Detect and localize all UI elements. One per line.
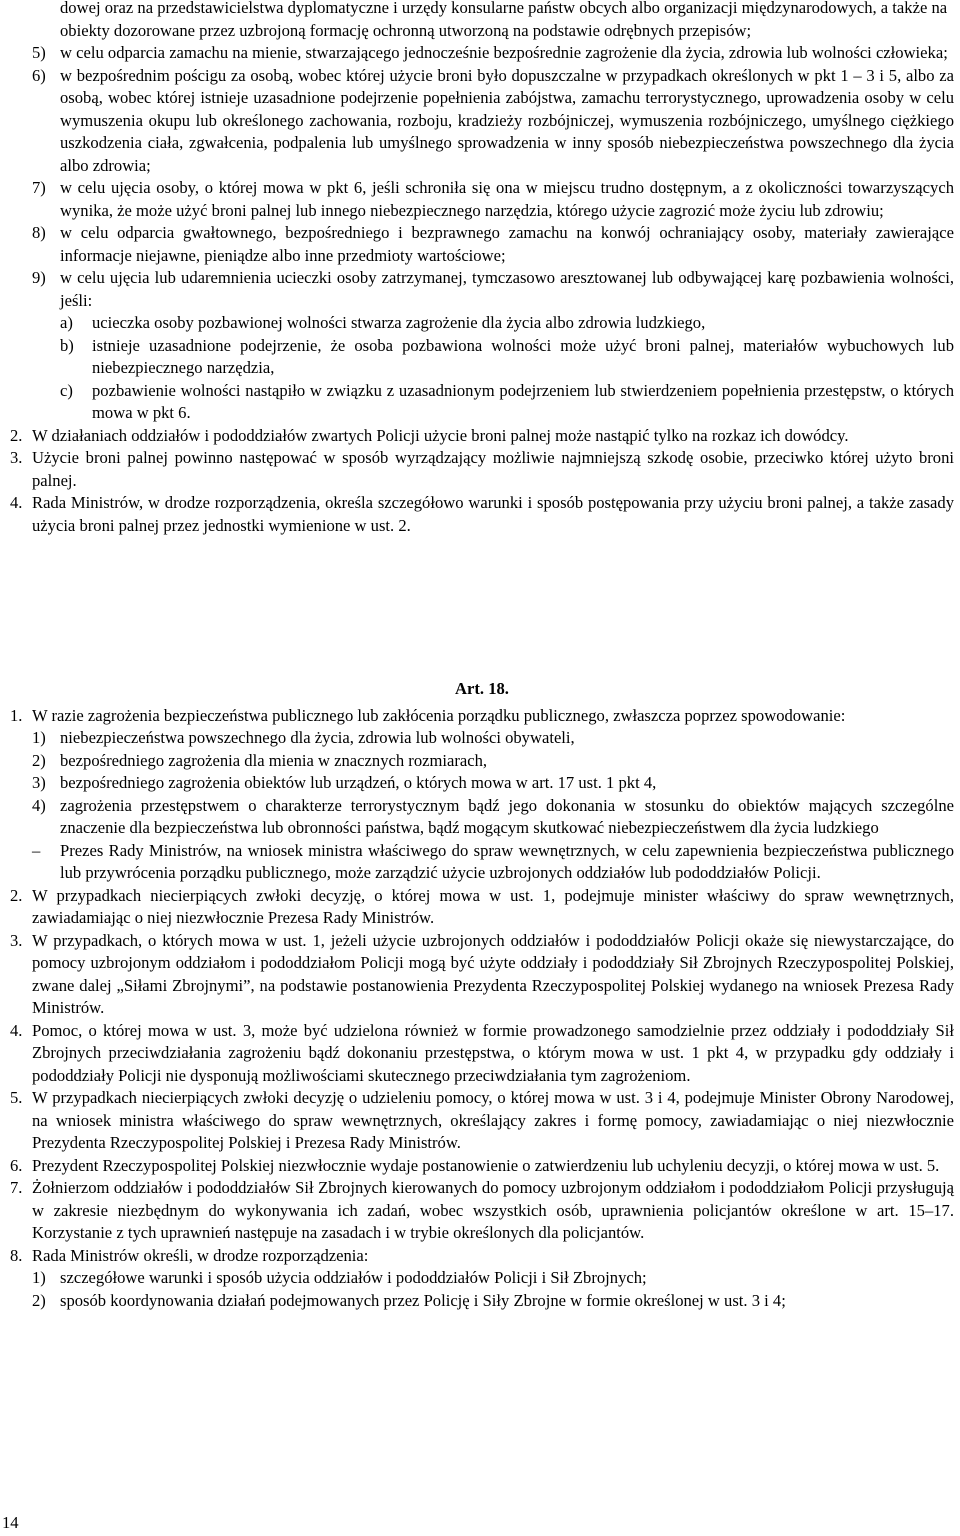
dash-paragraph [10,840,954,885]
list-item-5 [10,42,954,65]
item-text: w celu odparcia zamachu na mienie, stwarzającego jednocześnie bezpośrednie zagrożenie dla życia, zdrowia lub wolności człowieka; [60,43,948,62]
article-title: Art. 18. [455,679,509,698]
section-4 [10,492,954,537]
item-text: Prezes Rady Ministrów, na wniosek ministra właściwego do spraw wewnętrznych, w celu zapewnienia bezpieczeństwa publicznego lub przywrócenia porządku publicznego, może zarządzić użycie uzbrojonych oddziałów lub pododdziałów Policji. [60,840,954,882]
section-number: 2. [10,885,23,905]
list-item-1 [10,727,954,750]
item-text: istnieje uzasadnione podejrzenie, że osoba pozbawiona wolności może użyć broni palnej, materiałów wybuchowych lub niebezpiecznego narzędzia, [92,335,954,377]
item-number: 1) [32,1268,46,1287]
section-number: 3. [10,448,23,467]
sub-item-a [10,312,954,335]
list-item-9 [10,267,954,312]
sub-item-b [10,335,954,380]
section-text: Użycie broni palnej powinno następować w sposób wyrządzający możliwie najmniejszą szkodę osobie, przeciwko której użyto broni palnej. [32,448,954,490]
paragraph: dowej oraz na przedstawicielstwa dyplomatyczne i urzędy konsularne państw obcych albo organizacji międzynarodowych, a także na obiekty dozorowane przez uzbrojoną formację ochronną utworzoną na podstawie odrębnych przepisów; [60,0,948,40]
item-letter: b) [60,335,74,355]
item-number: 8) [32,223,46,242]
item-text: niebezpieczeństwa powszechnego dla życia, zdrowia lub wolności obywateli, [60,728,575,747]
item-text: pozbawienie wolności nastąpiło w związku z uzasadnionym podejrzeniem lub stwierdzeniem popełnienia przestępstw, o których mowa w pkt 6. [92,380,954,422]
list-item-4 [10,795,954,840]
section-text: W działaniach oddziałów i pododdziałów zwartych Policji użycie broni palnej może nastąpić tylko na rozkaz ich dowódcy. [32,425,849,445]
item-number: 7) [32,178,46,197]
item-letter: c) [60,380,73,400]
item-text: w celu odparcia gwałtownego, bezpośredniego i bezprawnego zamachu na konwój ochraniający osoby, materiały zawierające informacje niejawne, pieniądze albo inne przedmioty wartościowe; [60,223,954,265]
item-number: 4) [32,795,46,815]
section-text: Prezydent Rzeczypospolitej Polskiej niezwłocznie wydaje postanowienie o zatwierdzeniu lub uchyleniu decyzji, o której mowa w ust. 5. [32,1155,940,1175]
page-number: 14 [2,1513,19,1532]
item-text: w bezpośrednim pościgu za osobą, wobec której użycie broni było dopuszczalne w przypadkach określonych w pkt 1 – 3 i 5, albo za osobą, wobec której istnieje uzasadnione podejrzenie popełnienia zabójstwa, zamachu terrorystycznego, uprowadzenia osoby w celu wymuszenia okupu lub określonego zachowania, rozboju, kradzieży rozbójniczej, wymuszenia rozbójniczego, umyślnego ciężkiego uszkodzenia ciała, zgwałcenia, podpalenia lub umyślnego sprowadzenia w inny sposób niebezpieczeństwa powszechnego dla życia albo zdrowia; [60,65,954,175]
section-1 [10,705,954,728]
dash-marker: – [32,840,41,860]
list-item-8 [10,222,954,267]
item-text: zagrożenia przestępstwem o charakterze terrorystycznym bądź jego dokonania w stosunku do obiektów mających szczególne znaczenie dla bezpieczeństwa lub obronności państwa, bądź mogącym skutkować niebezpieczeństwem dla życia ludzkiego [60,795,954,837]
item-text: bezpośredniego zagrożenia obiektów lub urządzeń, o których mowa w art. 17 ust. 1 pkt 4, [60,773,657,792]
section-4 [10,1020,954,1088]
section-2 [10,425,954,448]
item-number: 1) [32,728,46,747]
section-text: Rada Ministrów, w drodze rozporządzenia, określa szczegółowo warunki i sposób postępowania przy użyciu broni palnej, a także zasady użycia broni palnej przez jednostki wymienione w ust. 2. [32,493,954,535]
list-item-1 [10,1267,954,1290]
item-text: szczegółowe warunki i sposób użycia oddziałów i pododdziałów Policji i Sił Zbrojnych; [60,1268,647,1287]
item-letter: a) [60,313,73,332]
section-5 [10,1087,954,1155]
section-number: 4. [10,1020,23,1040]
section-text: Rada Ministrów określi, w drodze rozporządzenia: [32,1245,369,1265]
sub-item-c [10,380,954,425]
item-text: ucieczka osoby pozbawionej wolności stwarza zagrożenie dla życia albo zdrowia ludzkiego, [92,313,706,332]
article-17-continuation [10,0,954,537]
section-text: Żołnierzom oddziałów i pododdziałów Sił Zbrojnych kierowanych do pomocy uzbrojonym oddziałom i pododdziałom Policji przysługują w zakresie niezbędnym do wykonywania ich zadań, wobec wszystkich osób, uprawnienia policjantów określone w art. 15–17. Korzystanie z tych uprawnień następuje na zasadach i w trybie określonych dla policjantów. [32,1178,954,1242]
section-number: 5. [10,1088,23,1107]
list-item-3 [10,772,954,795]
section-7 [10,1177,954,1245]
item-text: sposób koordynowania działań podejmowanych przez Policję i Siły Zbrojne w formie określonej w ust. 3 i 4; [60,1290,786,1310]
list-item-7 [10,177,954,222]
item-number: 9) [32,268,46,287]
section-number: 2. [10,425,23,445]
list-item-6 [10,65,954,178]
section-text: W przypadkach niecierpiących zwłoki decyzję, o której mowa w ust. 1, podejmuje minister właściwy do spraw wewnętrznych, zawiadamiając o niej niezwłocznie Prezesa Rady Ministrów. [32,885,954,927]
section-text: W razie zagrożenia bezpieczeństwa publicznego lub zakłócenia porządku publicznego, zwłaszcza poprzez spowodowanie: [32,705,846,725]
article-18 [10,678,954,1312]
item-number: 2) [32,750,46,770]
section-3 [10,930,954,1020]
item-text: w celu ujęcia lub udaremnienia ucieczki osoby zatrzymanej, tymczasowo aresztowanej lub odbywającej karę pozbawienia wolności, jeśli: [60,268,954,310]
section-number: 4. [10,493,23,512]
item-text: bezpośredniego zagrożenia dla mienia w znacznych rozmiarach, [60,750,488,770]
section-2 [10,885,954,930]
section-text: Pomoc, o której mowa w ust. 3, może być udzielona również w formie prowadzonego samodzielnie przez oddziały i pododdziały Sił Zbrojnych przeciwdziałania zagrożeniu bądź dokonaniu przestępstwa, o którym mowa w ust. 1 pkt 4, w przypadku gdy oddziały i pododdziały Policji nie dysponują możliwościami skutecznego przeciwdziałania tym zagrożeniom. [32,1020,954,1085]
section-text: W przypadkach niecierpiących zwłoki decyzję o udzieleniu pomocy, o której mowa w ust. 3 i 4, podejmuje Minister Obrony Narodowej, na wniosek ministra właściwego do spraw wewnętrznych, określający zakres i formę pomocy, zawiadamiając o niej niezwłocznie Prezydenta Rzeczypospolitej Polskiej i Prezesa Rady Ministrów. [32,1088,954,1152]
section-text: W przypadkach, o których mowa w ust. 1, jeżeli użycie uzbrojonych oddziałów i pododdziałów Policji okaże się niewystarczające, do pomocy uzbrojonym oddziałom i pododdziałom Policji mogą być użyte oddziały i pododdziały Sił Zbrojnych Rzeczypospolitej Polskiej, zwane dalej „Siłami Zbrojnymi”, na podstawie postanowienia Prezydenta Rzeczypospolitej Polskiej wydanego na wniosek Prezesa Rady Ministrów. [32,930,954,1017]
item-number: 6) [32,65,46,85]
list-item-2 [10,750,954,773]
item-number: 5) [32,43,46,62]
section-number: 1. [10,705,23,725]
section-6 [10,1155,954,1178]
list-item-2 [10,1290,954,1313]
item-text: w celu ujęcia osoby, o której mowa w pkt 6, jeśli schroniła się ona w miejscu trudno dostępnym, a z okoliczności towarzyszących wynika, że może użyć broni palnej lub innego niebezpiecznego narzędzia, którego użycie zagrozić może życiu lub zdrowiu; [60,178,954,220]
item-number: 2) [32,1290,46,1310]
item-number: 3) [32,773,46,792]
section-3 [10,447,954,492]
section-number: 8. [10,1245,23,1265]
section-8 [10,1245,954,1268]
section-number: 7. [10,1178,23,1197]
section-number: 3. [10,930,23,950]
section-number: 6. [10,1155,23,1175]
